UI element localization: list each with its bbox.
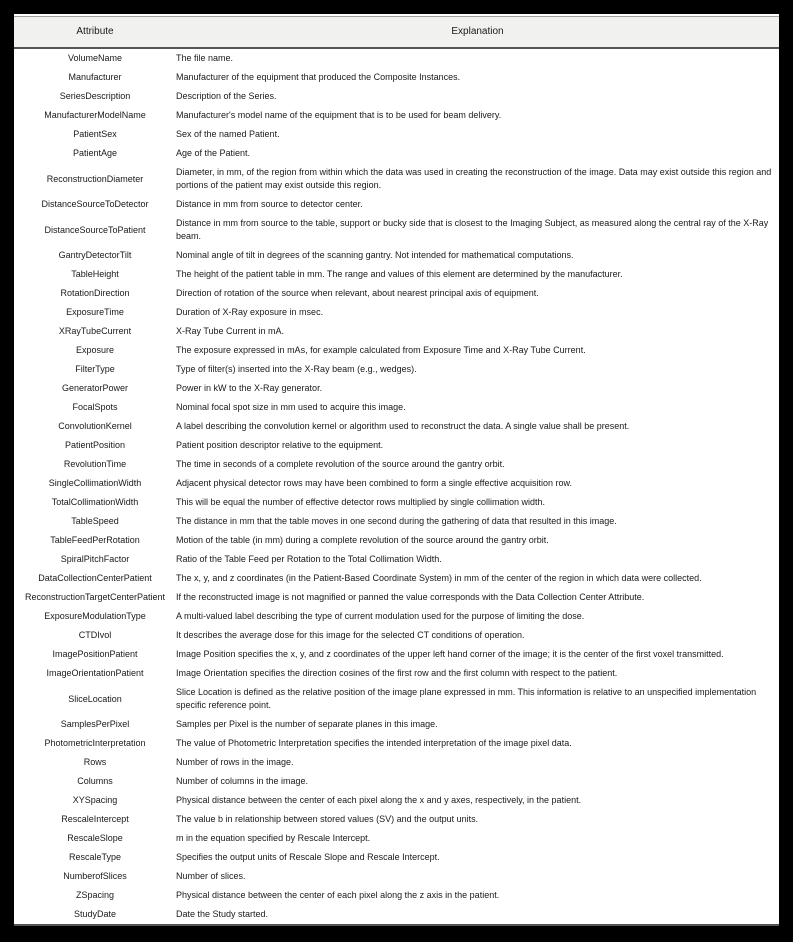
attribute-cell: XRayTubeCurrent bbox=[58, 326, 132, 336]
explanation-cell: Ratio of the Table Feed per Rotation to the Total Collimation Width. bbox=[176, 554, 442, 564]
attribute-cell: DistanceSourceToDetector bbox=[41, 199, 149, 209]
explanation-cell: Type of filter(s) inserted into the X-Ray beam (e.g., wedges). bbox=[176, 364, 417, 374]
explanation-cell: Adjacent physical detector rows may have been combined to form a single effective acquisition row. bbox=[176, 478, 573, 488]
attribute-cell: ConvolutionKernel bbox=[58, 421, 132, 431]
attribute-cell: CTDIvol bbox=[78, 630, 112, 640]
explanation-cell: The distance in mm that the table moves in one second during the gathering of data that resulted in this image. bbox=[176, 516, 617, 526]
table-row bbox=[14, 791, 779, 810]
attribute-cell: StudyDate bbox=[73, 909, 117, 919]
table-row bbox=[14, 588, 779, 607]
table-row bbox=[14, 715, 779, 734]
attribute-cell: ReconstructionTargetCenterPatient bbox=[24, 592, 166, 602]
explanation-cell: The x, y, and z coordinates (in the Patient-Based Coordinate System) in mm of the center of the region in which data were collected. bbox=[176, 573, 702, 583]
explanation-cell: Physical distance between the center of each pixel along the z axis in the patient. bbox=[176, 890, 500, 900]
attribute-cell: Manufacturer bbox=[68, 72, 122, 82]
explanation-cell: Number of rows in the image. bbox=[176, 757, 294, 767]
table-row bbox=[14, 867, 779, 886]
table-row bbox=[14, 734, 779, 753]
explanation-cell: The time in seconds of a complete revolution of the source around the gantry orbit. bbox=[176, 459, 505, 469]
attribute-cell: TableHeight bbox=[71, 269, 119, 279]
table-row bbox=[14, 246, 779, 265]
attribute-cell: SamplesPerPixel bbox=[60, 719, 130, 729]
table-row bbox=[14, 398, 779, 417]
explanation-cell: Nominal angle of tilt in degrees of the scanning gantry. Not intended for mathematical computations. bbox=[176, 250, 574, 260]
explanation-cell: Direction of rotation of the source when relevant, about nearest principal axis of equipment. bbox=[176, 288, 539, 298]
attribute-cell: ImageOrientationPatient bbox=[46, 668, 144, 678]
table-row bbox=[14, 144, 779, 163]
attribute-cell: FocalSpots bbox=[72, 402, 118, 412]
explanation-cell: Duration of X-Ray exposure in msec. bbox=[176, 307, 324, 317]
explanation-cell: Nominal focal spot size in mm used to acquire this image. bbox=[176, 402, 406, 412]
column-header-explanation: Explanation bbox=[176, 17, 779, 49]
attribute-cell: ManufacturerModelName bbox=[44, 110, 146, 120]
table-row bbox=[14, 436, 779, 455]
table-row bbox=[14, 284, 779, 303]
explanation-cell: The height of the patient table in mm. The range and values of this element are determined by the manufacturer. bbox=[176, 269, 623, 279]
attribute-cell: RescaleSlope bbox=[67, 833, 123, 843]
table-row bbox=[14, 886, 779, 905]
attribute-cell: ImagePositionPatient bbox=[52, 649, 138, 659]
dicom-attributes-table bbox=[14, 16, 779, 926]
table-row bbox=[14, 214, 779, 246]
table-row bbox=[14, 664, 779, 683]
table-row bbox=[14, 125, 779, 144]
explanation-cell: Diameter, in mm, of the region from within which the data was used in creating the reconstruction of the image. Data may exist outside this region and portions of the patient may exist outside this region. bbox=[176, 167, 772, 190]
attribute-cell: Exposure bbox=[75, 345, 115, 355]
explanation-cell: This will be equal the number of effective detector rows multiplied by single collimation width. bbox=[176, 497, 546, 507]
attribute-cell: Rows bbox=[83, 757, 107, 767]
explanation-cell: Manufacturer of the equipment that produced the Composite Instances. bbox=[176, 72, 461, 82]
table-row bbox=[14, 106, 779, 125]
table-row bbox=[14, 455, 779, 474]
table-row bbox=[14, 829, 779, 848]
table-row bbox=[14, 48, 779, 68]
attribute-cell: GantryDetectorTilt bbox=[58, 250, 132, 260]
table-row bbox=[14, 512, 779, 531]
attribute-cell: Columns bbox=[77, 776, 113, 786]
attribute-cell: VolumeName bbox=[67, 53, 123, 63]
table-row bbox=[14, 360, 779, 379]
attribute-cell: RescaleType bbox=[68, 852, 122, 862]
paper-page bbox=[14, 14, 779, 926]
explanation-cell: The file name. bbox=[176, 53, 234, 63]
attribute-cell: TableSpeed bbox=[71, 516, 119, 526]
explanation-cell: A multi-valued label describing the type of current modulation used for the purpose of limiting the dose. bbox=[176, 611, 585, 621]
explanation-cell: Manufacturer's model name of the equipment that is to be used for beam delivery. bbox=[176, 110, 502, 120]
attribute-cell: ZSpacing bbox=[75, 890, 115, 900]
explanation-cell: Image Orientation specifies the direction cosines of the first row and the first column with respect to the patient. bbox=[176, 668, 618, 678]
attribute-cell: PhotometricInterpretation bbox=[44, 738, 146, 748]
table-row bbox=[14, 493, 779, 512]
explanation-cell: Samples per Pixel is the number of separate planes in this image. bbox=[176, 719, 438, 729]
table-row bbox=[14, 322, 779, 341]
explanation-cell: Patient position descriptor relative to the equipment. bbox=[176, 440, 384, 450]
explanation-cell: The exposure expressed in mAs, for example calculated from Exposure Time and X-Ray Tube Current. bbox=[176, 345, 586, 355]
table-row bbox=[14, 645, 779, 664]
table-row bbox=[14, 163, 779, 195]
explanation-cell: The value of Photometric Interpretation specifies the intended interpretation of the image pixel data. bbox=[176, 738, 572, 748]
table-row bbox=[14, 607, 779, 626]
attribute-cell: RescaleIntercept bbox=[61, 814, 129, 824]
table-row bbox=[14, 848, 779, 867]
table-row bbox=[14, 474, 779, 493]
attribute-cell: GeneratorPower bbox=[61, 383, 129, 393]
table-row bbox=[14, 265, 779, 284]
attribute-cell: PatientSex bbox=[73, 129, 117, 139]
explanation-cell: Age of the Patient. bbox=[176, 148, 251, 158]
table-row bbox=[14, 550, 779, 569]
table-row bbox=[14, 341, 779, 360]
attribute-cell: FilterType bbox=[75, 364, 115, 374]
explanation-cell: Motion of the table (in mm) during a complete revolution of the source around the gantry orbit. bbox=[176, 535, 549, 545]
explanation-cell: It describes the average dose for this image for the selected CT conditions of operation. bbox=[176, 630, 525, 640]
table-row bbox=[14, 379, 779, 398]
attribute-cell: XYSpacing bbox=[72, 795, 118, 805]
attribute-cell: SliceLocation bbox=[68, 693, 122, 704]
table-header-row bbox=[14, 17, 779, 49]
explanation-cell: Physical distance between the center of each pixel along the x and y axes, respectively, in the patient. bbox=[176, 795, 582, 805]
attribute-cell: ExposureModulationType bbox=[44, 611, 146, 621]
explanation-cell: Slice Location is defined as the relative position of the image plane expressed in mm. This information is relative to an unspecified implementation specific reference point. bbox=[176, 687, 757, 710]
table-row bbox=[14, 531, 779, 550]
explanation-cell: A label describing the convolution kernel or algorithm used to reconstruct the data. A single value shall be present. bbox=[176, 421, 630, 431]
table-row bbox=[14, 810, 779, 829]
attribute-cell: TableFeedPerRotation bbox=[50, 535, 140, 545]
explanation-cell: X-Ray Tube Current in mA. bbox=[176, 326, 285, 336]
attribute-cell: RotationDirection bbox=[60, 288, 130, 298]
attribute-cell: SingleCollimationWidth bbox=[48, 478, 142, 488]
explanation-cell: If the reconstructed image is not magnified or panned the value corresponds with the Data Collection Center Attribute. bbox=[176, 592, 645, 602]
table-row bbox=[14, 195, 779, 214]
explanation-cell: Sex of the named Patient. bbox=[176, 129, 280, 139]
table-row bbox=[14, 303, 779, 322]
explanation-cell: m in the equation specified by Rescale Intercept. bbox=[176, 833, 371, 843]
attribute-cell: ReconstructionDiameter bbox=[46, 173, 144, 184]
explanation-cell: Power in kW to the X-Ray generator. bbox=[176, 383, 323, 393]
attribute-cell: DistanceSourceToPatient bbox=[44, 224, 146, 235]
table-row bbox=[14, 683, 779, 715]
table-row bbox=[14, 87, 779, 106]
explanation-cell: The value b in relationship between stored values (SV) and the output units. bbox=[176, 814, 479, 824]
table-row bbox=[14, 753, 779, 772]
attribute-cell: DataCollectionCenterPatient bbox=[38, 573, 152, 583]
attribute-cell: SpiralPitchFactor bbox=[60, 554, 130, 564]
attribute-cell: ExposureTime bbox=[66, 307, 124, 317]
column-header-attribute: Attribute bbox=[14, 17, 176, 49]
table-row bbox=[14, 772, 779, 791]
attribute-cell: RevolutionTime bbox=[63, 459, 127, 469]
explanation-cell: Specifies the output units of Rescale Slope and Rescale Intercept. bbox=[176, 852, 440, 862]
explanation-cell: Distance in mm from source to detector center. bbox=[176, 199, 363, 209]
explanation-cell: Number of slices. bbox=[176, 871, 246, 881]
attribute-cell: SeriesDescription bbox=[59, 91, 131, 101]
attribute-cell: NumberofSlices bbox=[63, 871, 127, 881]
explanation-cell: Description of the Series. bbox=[176, 91, 277, 101]
table-row bbox=[14, 626, 779, 645]
explanation-cell: Image Position specifies the x, y, and z coordinates of the upper left hand corner of the image; it is the center of the first voxel transmitted. bbox=[176, 649, 724, 659]
attribute-cell: PatientPosition bbox=[64, 440, 126, 450]
table-row bbox=[14, 569, 779, 588]
table-body bbox=[14, 48, 779, 925]
table-row bbox=[14, 417, 779, 436]
explanation-cell: Date the Study started. bbox=[176, 909, 269, 919]
attribute-cell: PatientAge bbox=[72, 148, 118, 158]
explanation-cell: Number of columns in the image. bbox=[176, 776, 309, 786]
attribute-cell: TotalCollimationWidth bbox=[51, 497, 139, 507]
table-row bbox=[14, 905, 779, 925]
table-row bbox=[14, 68, 779, 87]
explanation-cell: Distance in mm from source to the table, support or bucky side that is closest to the Imaging Subject, as measured along the central ray of the X-Ray beam. bbox=[176, 218, 769, 241]
